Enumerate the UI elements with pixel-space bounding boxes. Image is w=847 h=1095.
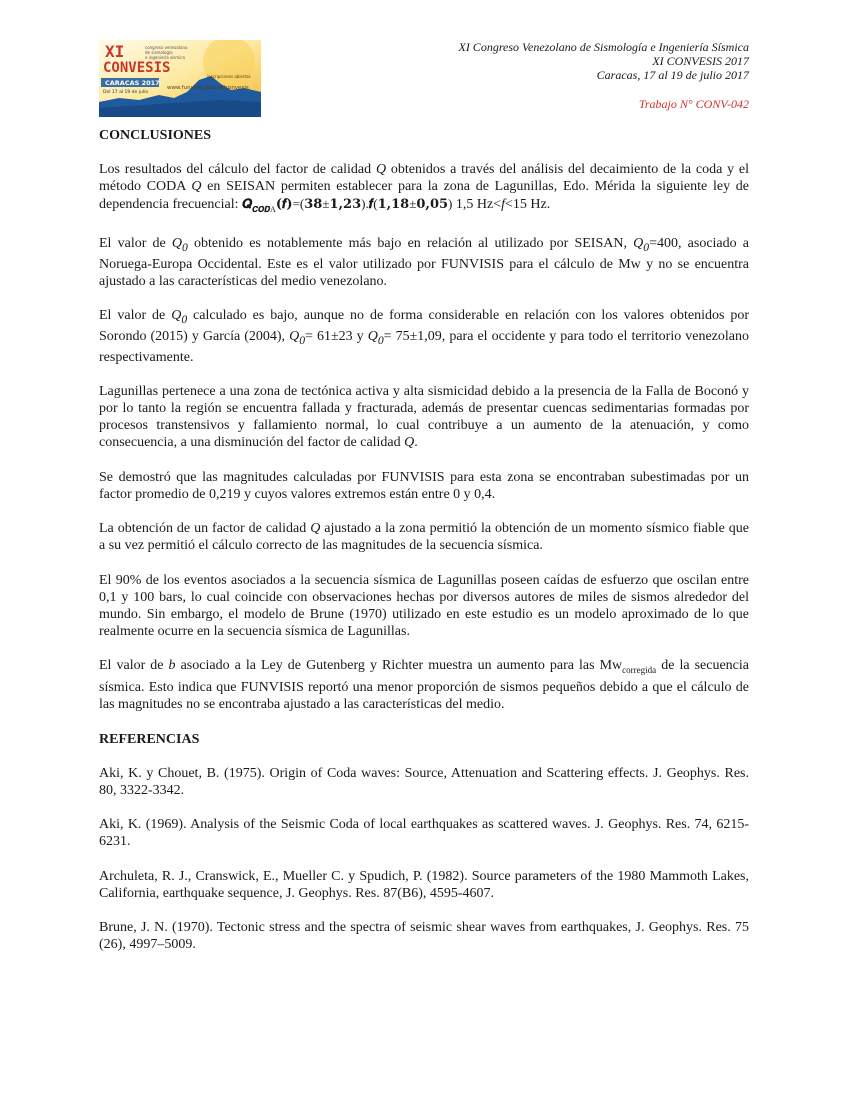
logo-ribbon: CARACAS 2017 xyxy=(105,79,160,87)
conclusion-paragraph-3: El valor de $Q_0$ calculado es bajo, aunque no de forma considerable en relación con los valores obtenidos por Sorondo (2015) y García (2004), $Q_0= 61\pm 23$ y $Q_0= 75\pm 1,09$, para el occidente y para todo el territorio venezolano respectivamente. xyxy=(99,308,749,365)
conclusion-paragraph-7: El 90% de los eventos asociados a la secuencia sísmica de Lagunillas poseen caídas de esfuerzo que oscilan entre 0,1 y 100 bars, lo cual coincide con observaciones hechas por diversos autores de miles de sismos alrededor del mundo. Sin embargo, el modelo de Brune (1970) utilizado en este estudio es un modelo aproximado de lo que realmente ocurre en la secuencia sísmica de Lagunillas. xyxy=(99,572,749,639)
conclusion-paragraph-4: Lagunillas pertenece a una zona de tectónica activa y alta sismicidad debido a la presencia de la Falla de Boconó y por lo tanto la región se encuentra fallada y fracturada, además de presentar cuencas sedimentarias formadas por procesos transtensivos y fallamiento normal, lo cual contribuye a un aumento de la atenuación, y como consecuencia, a una disminución del factor de calidad Q. xyxy=(99,384,749,451)
frequency-law-formula: 𝑸$_{𝑪𝑶𝑫A}$(𝒇)=(𝟑𝟖±𝟏,𝟐𝟑).𝒇(𝟏,𝟏𝟖±𝟎,𝟎𝟓) xyxy=(242,196,453,214)
conference-header xyxy=(458,40,749,111)
logo-inscripciones: inscripciones abiertas xyxy=(207,74,251,79)
work-number: Trabajo N° CONV-042 xyxy=(638,97,749,111)
header-line-3: Caracas, 17 al 19 de julio 2017 xyxy=(596,68,749,82)
header-line-1: XI Congreso Venezolano de Sismología e Ingeniería Sísmica xyxy=(458,40,749,54)
conclusion-paragraph-6: La obtención de un factor de calidad Q ajustado a la zona permitió la obtención de un momento sísmico fiable que a su vez permitió el cálculo correcto de las magnitudes de la secuencia sísmica. xyxy=(99,521,749,554)
reference-item: Aki, K. y Chouet, B. (1975). Origin of Coda waves: Source, Attenuation and Scattering effects. J. Geophys. Res. 80, 3322-3342. xyxy=(99,765,749,798)
header-line-2: XI CONVESIS 2017 xyxy=(652,54,749,68)
conclusion-paragraph-8: El valor de b asociado a la Ley de Gutenberg y Richter muestra un aumento para las $Mw_{corregida}$ de la secuencia sísmica. Esto indica que FUNVISIS reportó una menor proporción de sismos pequeños debido a que el cálculo de las magnitudes no se encontraba ajustado a las características del medio. xyxy=(99,658,750,713)
reference-item: Archuleta, R. J., Cranswick, E., Mueller C. y Spudich, P. (1982). Source parameters of the 1980 Mammoth Lakes, California, earthquake sequence, J. Geophys. Res. 87(B6), 4595-4607. xyxy=(99,868,749,901)
logo-title-convesis: CONVESIS xyxy=(103,60,171,76)
conclusion-paragraph-5: Se demostró que las magnitudes calculadas por FUNVISIS para esta zona se encontraban subestimadas por un factor promedio de 0,219 y cuyos valores extremos están entre 0 y 0,4. xyxy=(99,469,749,502)
convesis-logo xyxy=(99,40,261,117)
document-body xyxy=(99,127,749,971)
section-title-referencias: REFERENCIAS xyxy=(99,731,200,747)
logo-subtitle-3: e ingeniería sísmica xyxy=(145,55,185,60)
logo-subtitle-2: de sismología xyxy=(145,50,173,55)
logo-dates: Del 17 al 19 de julio xyxy=(103,90,149,95)
reference-item: Aki, K. (1969). Analysis of the Seismic Coda of local earthquakes as scattered waves. J. Geophys. Res. 74, 6215-6231. xyxy=(99,817,749,850)
logo-subtitle-1: congreso venezolano xyxy=(145,45,188,50)
conclusion-paragraph-1: Los resultados del cálculo del factor de calidad Q obtenidos a través del análisis del decaimiento de la coda y el método CODA Q en SEISAN permiten establecer para la zona de Lagunillas, Edo. Mérida la siguiente ley de dependencia frecuencial: 𝑸$_{𝑪𝑶𝑫A}$(𝒇)=(𝟑𝟖±𝟏,𝟐𝟑).𝒇(𝟏,𝟏𝟖±𝟎,𝟎𝟓) 1,5 Hz<f<15 Hz. xyxy=(99,162,750,214)
conclusion-paragraph-2: El valor de $Q_0$ obtenido es notablemente más bajo en relación al utilizado por SEISAN, $Q_0=400$, asociado a Noruega-Europa Occidental. Este es el valor utilizado por FUNVISIS para el cálculo de Mw y no se encuentra ajustado a las características del medio venezolano. xyxy=(99,236,750,289)
logo-title-xi: XI xyxy=(105,42,125,61)
logo-url: www.funvisis.gob.ve/convesis xyxy=(167,85,249,91)
convesis-logo-graphic xyxy=(99,40,261,117)
section-title-conclusiones: CONCLUSIONES xyxy=(99,128,212,143)
reference-item: Brune, J. N. (1970). Tectonic stress and the spectra of seismic shear waves from earthquakes, J. Geophys. Res. 75 (26), 4997–5009. xyxy=(99,920,749,953)
